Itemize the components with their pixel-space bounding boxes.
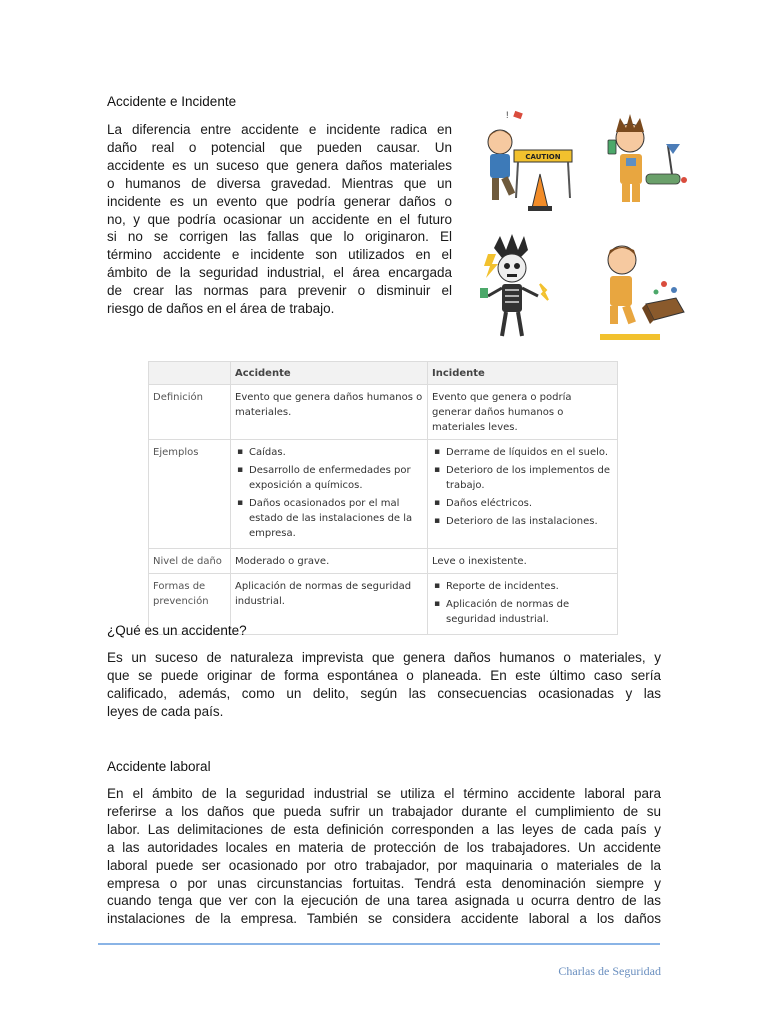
paragraph-line: ámbito de la seguridad industrial, el área encargada: [107, 265, 452, 281]
row-label-ejemplos: Ejemplos: [149, 440, 231, 549]
table-header-empty: [149, 362, 231, 385]
list-item: ▪ Reporte de incidentes.: [432, 579, 613, 594]
list-item: ▪ Derrame de líquidos en el suelo.: [432, 445, 613, 460]
paragraph-line: empresa o por unas circunstancias fortuitas. Tendrá esta denominación siempre y: [107, 875, 661, 891]
table-row: [149, 385, 618, 440]
paragraph-line: calificado, además, como un delito, según las consecuencias ocasionadas y las: [107, 685, 661, 701]
worker-phone-figure: [608, 114, 687, 202]
cell-incidente-definicion: Evento que genera o podría generar daños humanos o materiales leves.: [428, 385, 618, 440]
paragraph-line: laboral puede ser ocasionado por otro trabajador, por maquinaria o materiales de la: [107, 857, 661, 873]
worker-electrocuted-figure: [480, 234, 548, 336]
paragraph-line: labor. Las delimitaciones de esta definición corresponden a las leyes de cada país y: [107, 821, 661, 837]
comparison-table: [148, 361, 618, 635]
paragraph-line: instalaciones de la empresa. También se considera accidente laboral a los daños: [107, 911, 661, 927]
section-heading-que-es-accidente: ¿Qué es un accidente?: [107, 623, 247, 638]
paragraph-que-es-accidente: [107, 649, 661, 721]
paragraph-line: daño real o potencial que pueden causar. Un: [107, 139, 452, 155]
paragraph-line: leyes de cada país.: [107, 703, 224, 719]
paragraph-line: cuando tenga que ver con la ejecución de una tarea asignada u ocurra dentro de las: [107, 893, 661, 909]
section-heading-accidente-incidente: Accidente e Incidente: [107, 94, 237, 109]
list-item: ▪ Desarrollo de enfermedades por exposición a químicos.: [235, 463, 423, 493]
paragraph-accidente-incidente: [107, 121, 452, 318]
cell-incidente-nivel: Leve o inexistente.: [428, 549, 618, 574]
workers-accident-illustration: [470, 108, 698, 346]
footer-text: Charlas de Seguridad: [558, 964, 661, 978]
table-row: [149, 440, 618, 549]
list-item: ▪ Daños eléctricos.: [432, 496, 613, 511]
list-item: ▪ Deterioro de los implementos de trabajo.: [432, 463, 613, 493]
paragraph-line: que se puede originar de forma espontánea o planeada. En este último caso sería: [107, 667, 661, 683]
paragraph-line: riesgo de daños en el área de trabajo.: [107, 301, 335, 317]
table-header-accidente: Accidente: [231, 362, 428, 385]
paragraph-line: no, y que podría ocasionar un accidente en el futuro: [107, 211, 452, 227]
footer-divider: [98, 943, 660, 945]
paragraph-line: si no se corrigen las fallas que lo originaron. El: [107, 229, 452, 245]
paragraph-line: a las autoridades locales en materia de protección de los trabajadores. Un accidente: [107, 839, 661, 855]
paragraph-line: término accidente e incidente son utilizados en el: [107, 247, 452, 263]
table-header-row: [149, 362, 618, 385]
paragraph-line: referirse a los daños que pueda sufrir un trabajador durante el cumplimiento de su: [107, 803, 661, 819]
row-label-definicion: Definición: [149, 385, 231, 440]
paragraph-line: Es un suceso de naturaleza imprevista que genera daños humanos o materiales, y: [107, 650, 661, 665]
paragraph-line: de crear las normas para prevenir o disminuir el: [107, 283, 452, 299]
cell-accidente-formas: Aplicación de normas de seguridad industrial.: [231, 574, 428, 635]
row-label-formas: Formas de prevención: [149, 574, 231, 635]
section-heading-accidente-laboral: Accidente laboral: [107, 759, 211, 774]
paragraph-line: accidente es un suceso que genera daños materiales: [107, 157, 452, 173]
cell-accidente-ejemplos: [231, 440, 428, 549]
list-item: ▪ Daños ocasionados por el mal estado de las instalaciones de la empresa.: [235, 496, 423, 541]
row-label-nivel: Nivel de daño: [149, 549, 231, 574]
worker-caution-figure: [488, 110, 572, 211]
list-item: ▪ Caídas.: [235, 445, 423, 460]
paragraph-line: La diferencia entre accidente e incidente radica en: [107, 122, 452, 137]
paragraph-line: incidente es un evento que podría generar daños o: [107, 193, 452, 209]
caution-sign-text: CAUTION: [525, 153, 561, 161]
table-row: [149, 549, 618, 574]
cell-incidente-formas: [428, 574, 618, 635]
svg-text:!: !: [506, 110, 509, 120]
cell-accidente-definicion: Evento que genera daños humanos o materiales.: [231, 385, 428, 440]
table-header-incidente: Incidente: [428, 362, 618, 385]
cell-incidente-ejemplos: [428, 440, 618, 549]
paragraph-accidente-laboral: [107, 785, 661, 928]
worker-box-figure: [600, 246, 684, 340]
paragraph-line: En el ámbito de la seguridad industrial se utiliza el término accidente laboral para: [107, 786, 661, 801]
paragraph-line: o humanos de diversa gravedad. Mientras que un: [107, 175, 452, 191]
list-item: ▪ Deterioro de las instalaciones.: [432, 514, 613, 529]
cell-accidente-nivel: Moderado o grave.: [231, 549, 428, 574]
list-item: ▪ Aplicación de normas de seguridad industrial.: [432, 597, 613, 627]
